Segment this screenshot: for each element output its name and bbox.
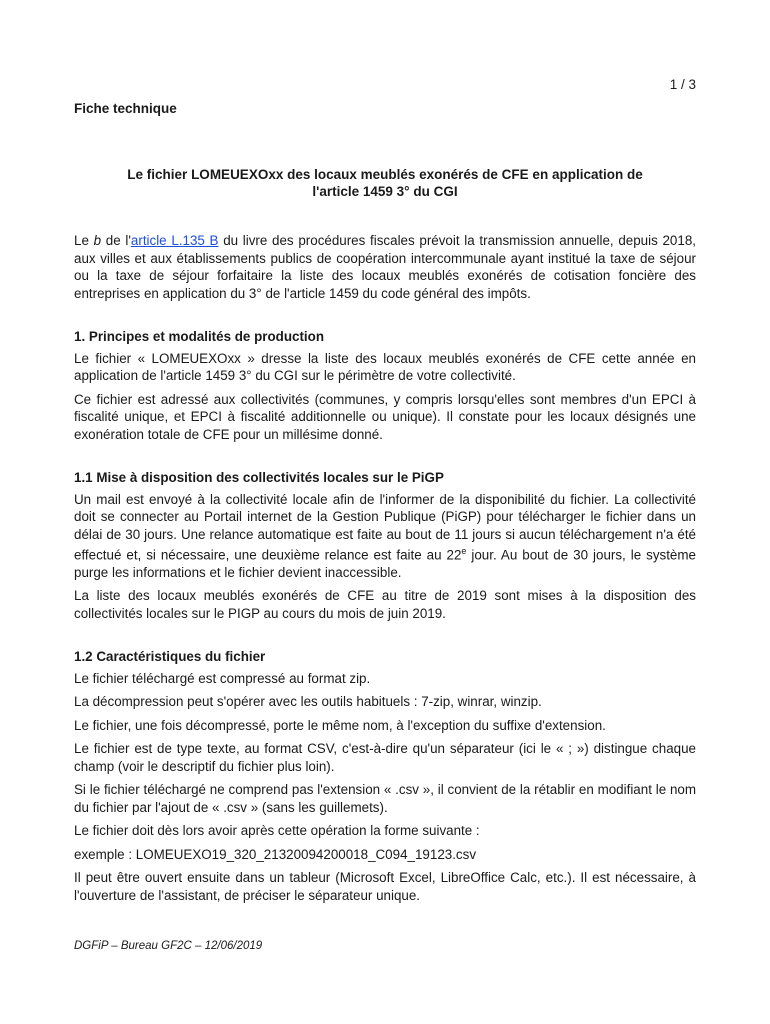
footer-text: DGFiP – Bureau GF2C – 12/06/2019 <box>74 940 263 952</box>
section-1-1-p1-b: jour. Au bout de 30 jours, le système purge les informations et le fichier devient inaccessible. <box>74 547 696 580</box>
section-1-paragraph-1: Le fichier « LOMEUEXOxx » dresse la liste des locaux meublés exonérés de CFE cette année en application de l'article 1459 3° du CGI sur le périmètre de votre collectivité. <box>74 350 696 383</box>
document-body <box>74 232 696 904</box>
document-type-label: Fiche technique <box>74 101 177 116</box>
intro-mid: de l' <box>101 233 131 248</box>
document-title <box>74 166 696 200</box>
section-1-2-paragraph-4: Le fichier est de type texte, au format CSV, c'est-à-dire qu'un séparateur (ici le « ; ») distingue chaque champ (voir le descriptif du fichier plus loin). <box>74 741 696 774</box>
intro-prefix: Le <box>74 233 94 248</box>
article-l135b-link[interactable]: article L.135 B <box>130 233 219 248</box>
section-1-2-heading: 1.2 Caractéristiques du fichier <box>74 649 266 665</box>
superscript-e: e <box>461 546 467 556</box>
intro-italic-b: b <box>93 233 102 248</box>
section-1-heading: 1. Principes et modalités de production <box>74 329 325 344</box>
page-number: 1 / 3 <box>669 77 696 92</box>
section-1-2-paragraph-2: La décompression peut s'opérer avec les outils habituels : 7-zip, winrar, winzip. <box>74 694 542 710</box>
section-1-paragraph-2: Ce fichier est adressé aux collectivités (communes, y compris lorsqu'elles sont membres d'un EPCI à fiscalité unique, et EPCI à fiscalité additionnelle ou unique). Il constate pour les locaux désignés une exonération totale de CFE pour un millésime donné. <box>74 391 696 442</box>
section-1-2-paragraph-8: Il peut être ouvert ensuite dans un tableur (Microsoft Excel, LibreOffice Calc, etc.). Il est nécessaire, à l'ouverture de l'assistant, de préciser le séparateur unique. <box>74 870 696 903</box>
intro-rest: du livre des procédures fiscales prévoit la transmission annuelle, depuis 2018, aux villes et aux établissements publics de coopération intercommunale ayant institué la taxe de séjour ou la taxe de séjour forfaitaire la liste des locaux meublés exonérés de cotisation foncière des entreprises en application du 3° de l'article 1459 du code général des impôts. <box>74 233 696 301</box>
section-1-2-paragraph-1: Le fichier téléchargé est compressé au format zip. <box>74 670 371 686</box>
section-1-2-paragraph-6: Le fichier doit dès lors avoir après cette opération la forme suivante : <box>74 823 480 839</box>
section-1-2-paragraph-5: Si le fichier téléchargé ne comprend pas l'extension « .csv », il convient de la rétablir en modifiant le nom du fichier par l'ajout de « .csv » (sans les guillemets). <box>74 782 696 815</box>
section-1-1-paragraph-1 <box>74 491 696 582</box>
example-filename: exemple : LOMEUEXO19_320_21320094200018_C094_19123.csv <box>74 846 477 862</box>
section-1-1-paragraph-2: La liste des locaux meublés exonérés de CFE au titre de 2019 sont mises à la disposition des collectivités locales sur le PIGP au cours du mois de juin 2019. <box>74 588 696 621</box>
intro-paragraph <box>74 232 696 302</box>
title-line-1: Le fichier LOMEUEXOxx des locaux meublés exonérés de CFE en application de <box>127 167 643 182</box>
title-line-2: l'article 1459 3° du CGI <box>312 184 458 199</box>
section-1-1-heading: 1.1 Mise à disposition des collectivités locales sur le PiGP <box>74 470 444 485</box>
section-1-2-paragraph-3: Le fichier, une fois décompressé, porte le même nom, à l'exception du suffixe d'extension. <box>74 717 606 733</box>
section-1-1-p1-a: Un mail est envoyé à la collectivité locale afin de l'informer de la disponibilité du fichier. La collectivité doit se connecter au Portail internet de la Gestion Publique (PiGP) pour télécharger le fichier dans un délai de 30 jours. Une relance automatique est faite au bout de 11 jours si aucun téléchargement n'a été effectué et, si nécessaire, une deuxième relance est faite au 22 <box>74 491 696 563</box>
